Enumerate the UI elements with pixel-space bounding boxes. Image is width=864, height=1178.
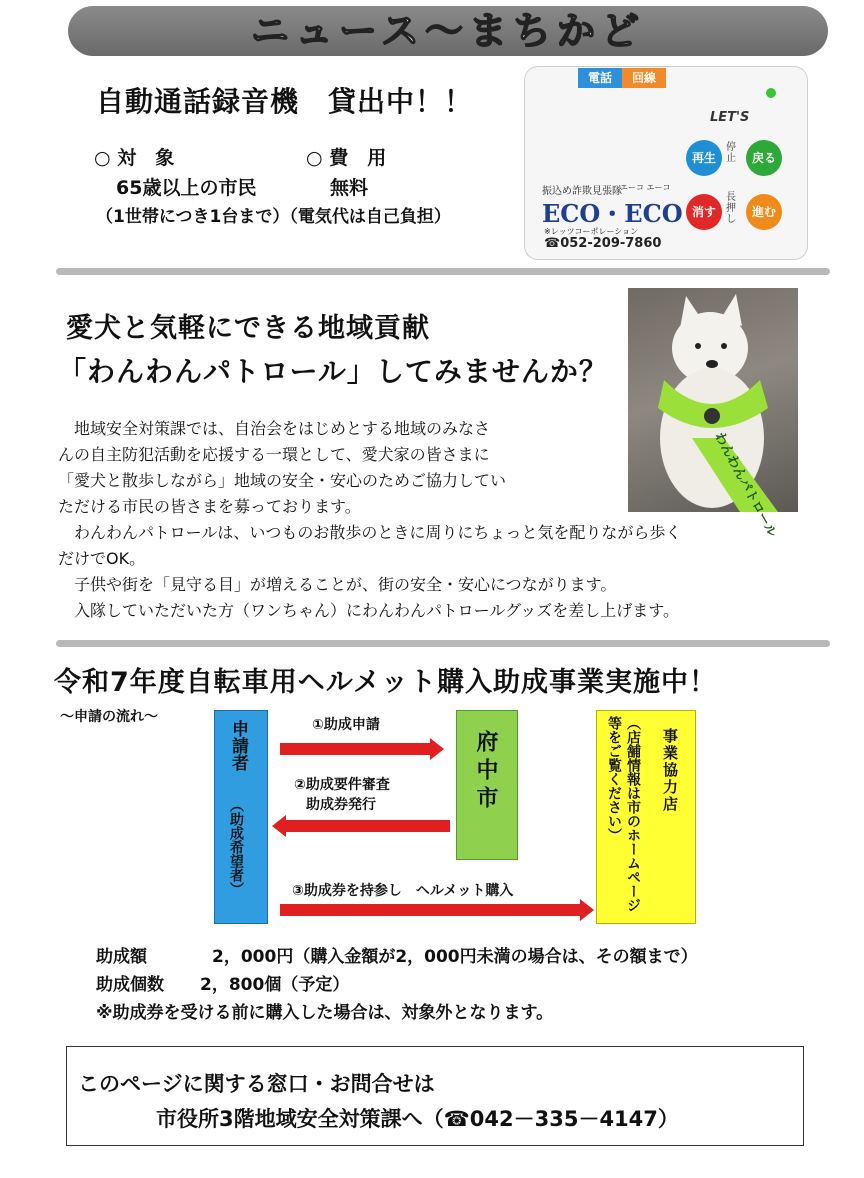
led-icon	[766, 88, 776, 98]
arrow-left-icon	[284, 820, 450, 832]
count-value: 2，800個（予定）	[200, 975, 350, 995]
cost-value: 無料	[330, 177, 369, 199]
back-button-icon: 戻る	[746, 140, 782, 176]
patrol-p4: 入隊していただいた方（ワンちゃん）にわんわんパトロールグッズを差し上げます。	[58, 601, 679, 620]
count-label: 助成個数	[96, 975, 164, 995]
device-ruby: エーコ エーコ	[620, 183, 671, 192]
contact-line-2: 市役所3階地域安全対策課へ（☎042－335－4147）	[156, 1107, 679, 1131]
step2-label-2: 助成券発行	[306, 797, 376, 813]
patrol-p2-line1: わんわんパトロールは、いつものお散歩のときに周りにちょっと気を配りながら歩く	[58, 523, 682, 542]
banner-title: ニュース〜まちかど	[250, 9, 646, 53]
section-divider	[56, 640, 830, 647]
target-label: ○ 対 象	[94, 147, 175, 169]
dog-photo	[628, 288, 798, 540]
step1-label: ①助成申請	[312, 717, 380, 733]
vest-text: わんわんパトロール	[711, 429, 780, 540]
device-tab-line: 回線	[622, 68, 666, 88]
patrol-p1-line2: んの自主防犯活動を応援する一環として、愛犬家の皆さまに	[58, 445, 490, 464]
patrol-p1-line1: 地域安全対策課では、自治会をはじめとする地域のみなさ	[58, 419, 491, 438]
flow-title: 〜申請の流れ〜	[60, 709, 158, 725]
arrow-head-icon	[580, 899, 594, 921]
arrow-right-icon	[280, 904, 582, 916]
section-divider	[56, 268, 830, 275]
helmet-note: ※助成券を受ける前に購入した場合は、対象外となります。	[96, 1003, 554, 1023]
helmet-heading: 令和7年度自転車用ヘルメット購入助成事業実施中！	[54, 667, 717, 698]
store-sublabel: （店舗情報は市のホームページ等をご覧ください）	[606, 716, 641, 912]
applicant-label: 申請者	[228, 720, 248, 771]
recorder-note: （1世帯につき1台まで）（電気代は自己負担）	[96, 207, 451, 227]
applicant-sublabel: （助成希望者）	[228, 798, 244, 896]
device-brand: LET'S	[710, 110, 750, 125]
cost-label: ○ 費 用	[306, 147, 387, 169]
patrol-p2-line2: だけでOK。	[58, 549, 146, 568]
amount-label: 助成額	[96, 947, 147, 967]
step2-label-1: ②助成要件審査	[294, 777, 390, 793]
patrol-p3: 子供や街を「見守る目」が増えることが、街の安全・安心につながります。	[58, 575, 617, 594]
next-button-icon: 進む	[746, 194, 782, 230]
stop-label: 停止	[726, 142, 736, 164]
amount-value: 2，000円（購入金額が2，000円未満の場合は、その額まで）	[212, 947, 698, 967]
arrow-right-icon	[280, 743, 432, 755]
city-label: 府中市	[473, 730, 498, 814]
patrol-p1-line3: 「愛犬と散歩しながら」地域の安全・安心のためご協力してい	[58, 471, 507, 490]
target-value: 65歳以上の市民	[116, 177, 257, 199]
device-product-name: ECO・ECO	[542, 199, 683, 228]
device-tab-phone: 電話	[578, 68, 622, 88]
recorder-heading: 自動通話録音機 貸出中！！	[96, 85, 474, 118]
device-caption: 振込め詐欺見張隊	[542, 186, 622, 197]
dog-icon	[628, 288, 798, 512]
contact-line-1: このページに関する窓口・お問合せは	[78, 1072, 435, 1096]
store-label: 事業協力店	[661, 728, 679, 813]
long-press-label: 長押し	[726, 192, 736, 225]
delete-button-icon: 消す	[686, 194, 722, 230]
patrol-heading-2: 「わんわんパトロール」してみませんか？	[58, 355, 608, 388]
arrow-head-icon	[430, 738, 444, 760]
device-phone: ☎052-209-7860	[544, 236, 662, 251]
step3-label: ③助成券を持参し ヘルメット購入	[292, 883, 514, 899]
patrol-heading-1: 愛犬と気軽にできる地域貢献	[66, 313, 430, 344]
play-button-icon: 再生	[686, 140, 722, 176]
device-company: ※レッツコーポレーション	[544, 227, 639, 236]
patrol-p1-line4: ただける市民の皆さまを募っております。	[58, 497, 361, 516]
